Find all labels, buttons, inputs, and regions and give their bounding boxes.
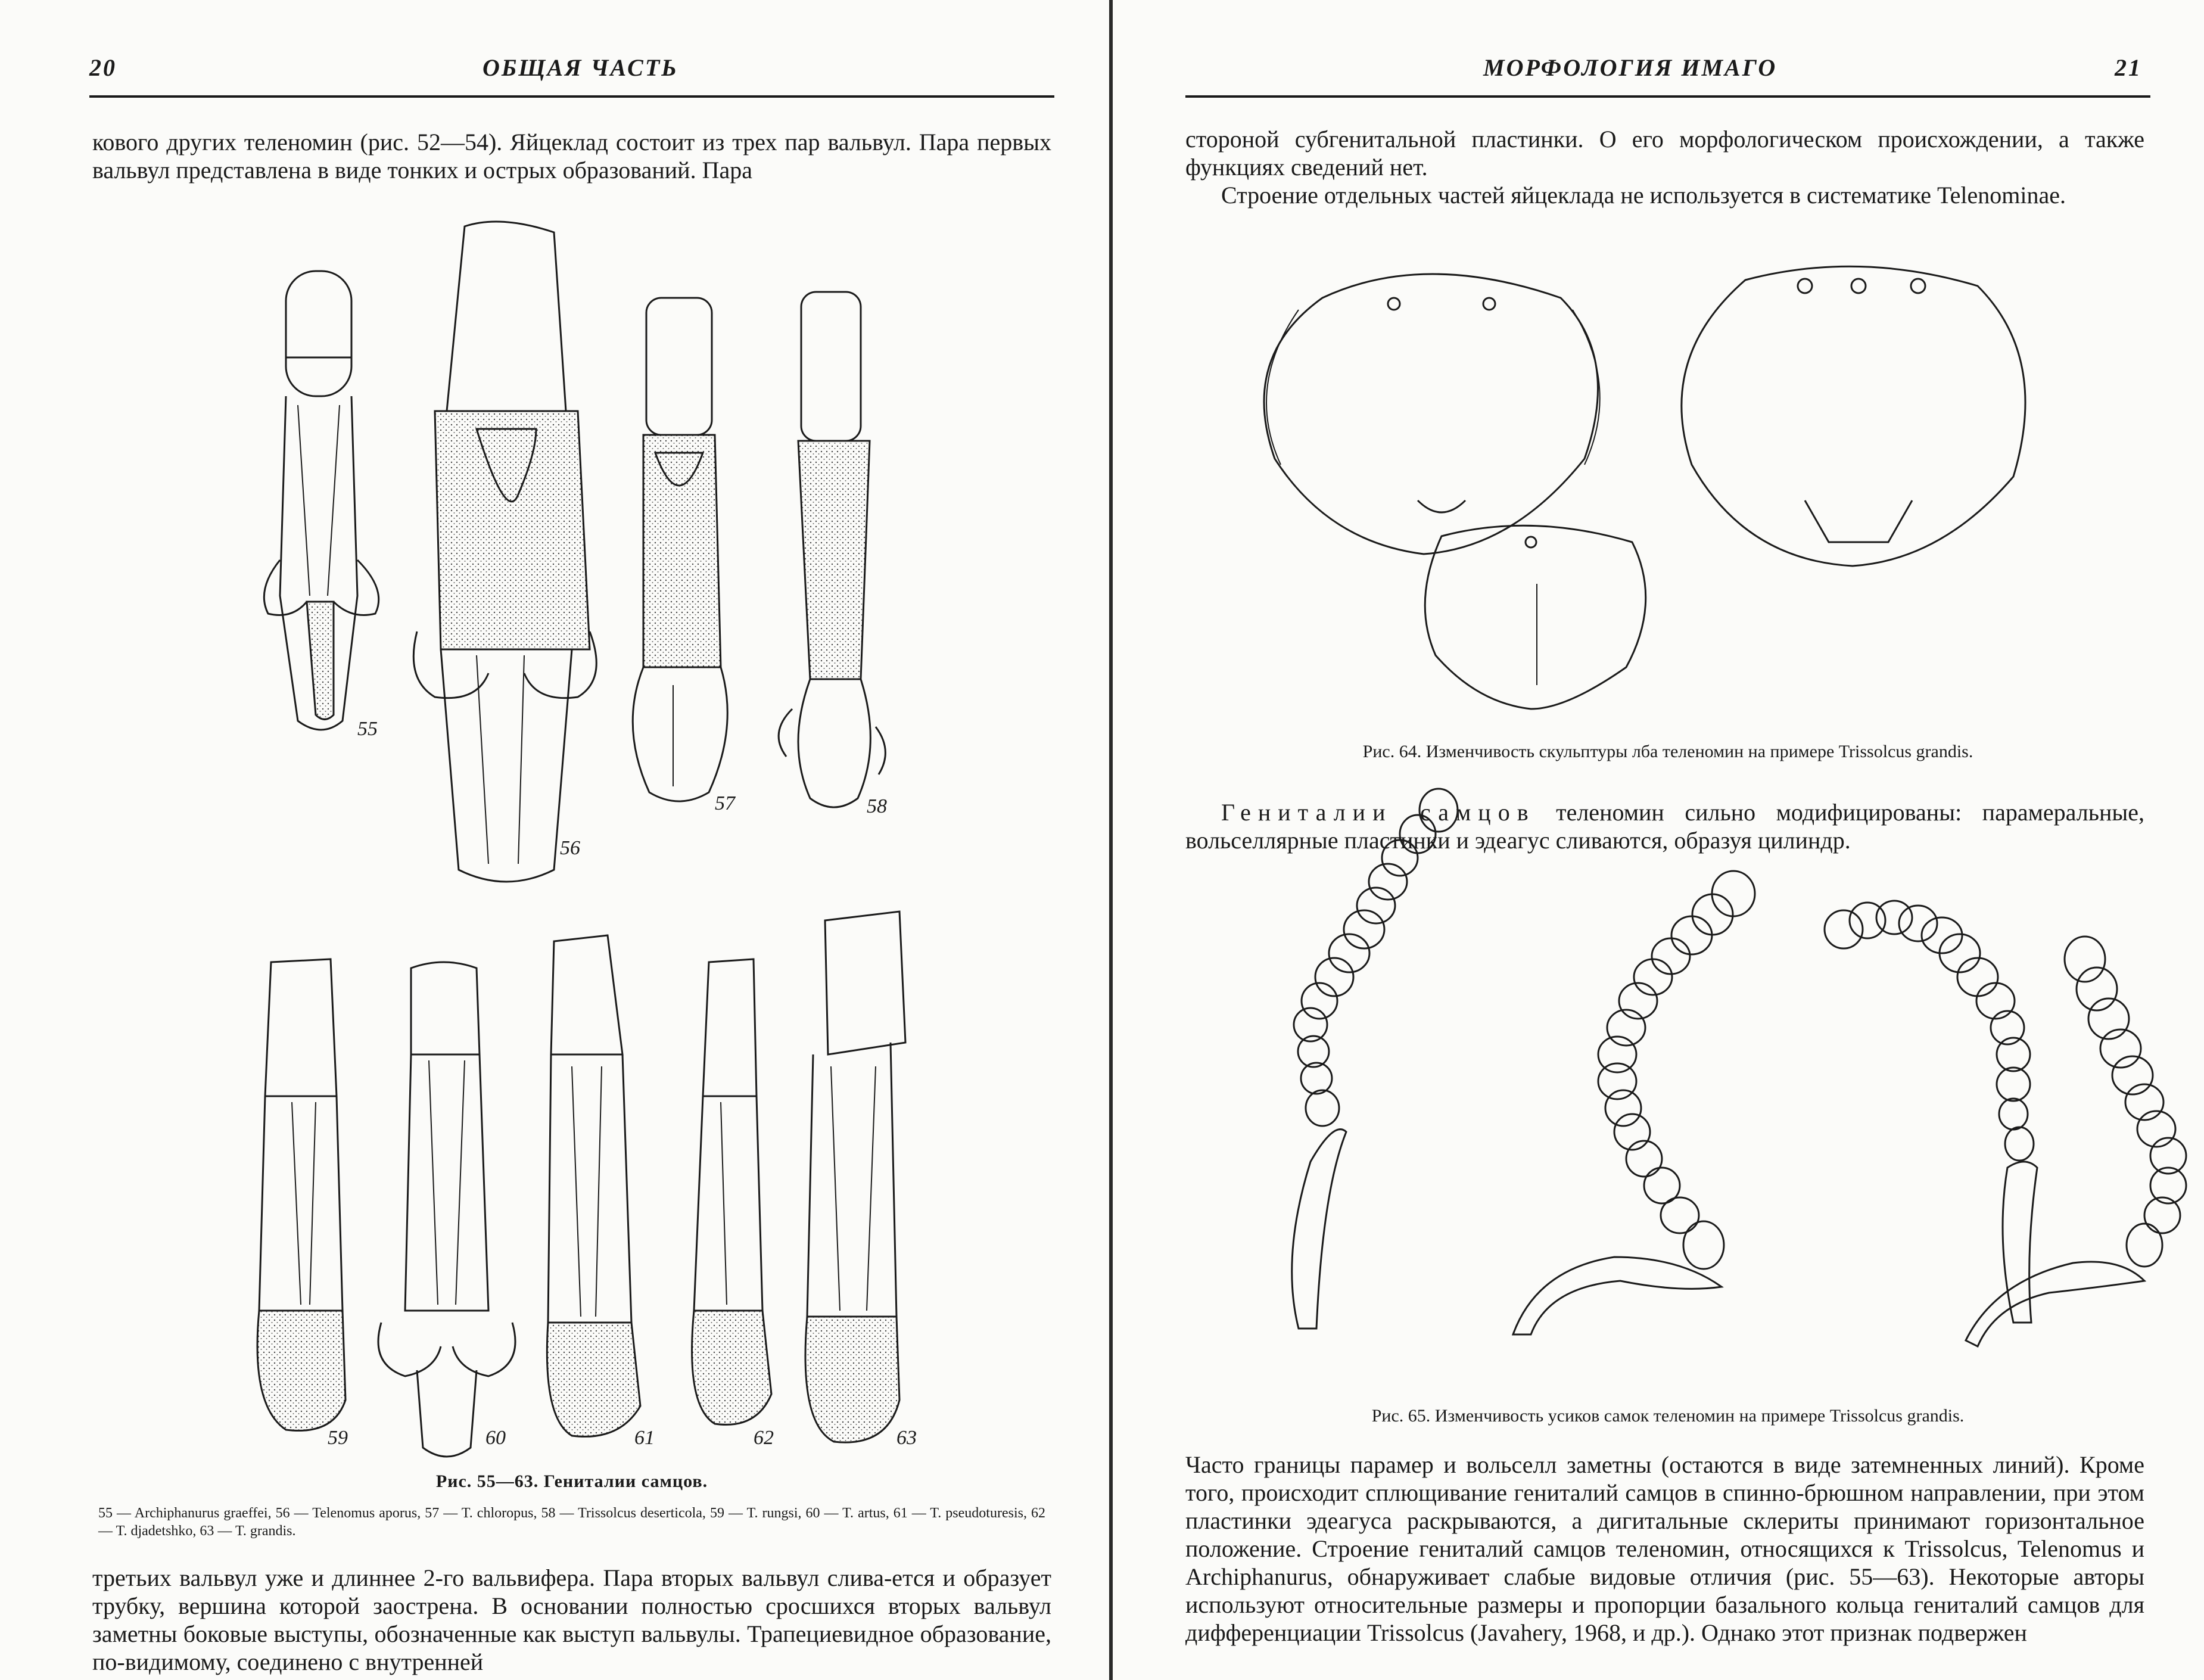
antenna-4-flagellum (2065, 937, 2186, 1267)
fig-num-60: 60 (485, 1427, 506, 1449)
left-running-title: ОБЩАЯ ЧАСТЬ (482, 54, 678, 81)
right-running-title: МОРФОЛОГИЯ ИМАГО (1483, 54, 1777, 81)
antenna-segment (1344, 910, 1384, 948)
antenna-segment (1369, 864, 1407, 900)
figure-61-drawing (547, 935, 640, 1436)
figure-63-drawing (805, 911, 905, 1442)
left-page-number: 20 (89, 54, 117, 81)
antenna-segment (1598, 1037, 1636, 1072)
antenna-2-flagellum (1598, 871, 1755, 1269)
caption-55-63-legend: 55 — Archiphanurus graeffei, 56 — Telenomus aporus, 57 — T. chloropus, 58 — Trissolcus deserticola, 59 — T. rungsi, 60 — T. artus, 61 — T. pseudoturesis, 62 — T. djadetshko, 63 — T. grandis. (98, 1505, 1045, 1539)
left-paragraph-top: кового других теленомин (рис. 52—54). Яйцеклад состоит из трех пар вальвул. Пара первых вальвул представлена в виде тонких и острых образований. Пара (92, 129, 1051, 183)
antenna-segment (1825, 910, 1863, 948)
right-page-number: 21 (2115, 54, 2142, 81)
figures-59-63 (0, 0, 1102, 1489)
antenna-segment (1400, 815, 1436, 853)
figure-62-drawing (692, 959, 771, 1424)
antenna-segment (2005, 1127, 2034, 1161)
fig-num-61: 61 (634, 1427, 655, 1449)
antenna-segment (1712, 871, 1755, 916)
antenna-segment (1997, 1068, 2030, 1101)
caption-55-63-title: Рис. 55—63. Гениталии самцов. (435, 1471, 708, 1491)
caption-65: Рис. 65. Изменчивость усиков самок теленомин на примере Trissolcus grandis. (1371, 1406, 1965, 1426)
caption-64: Рис. 64. Изменчивость скульптуры лба теленомин на примере Trissolcus grandis. (1362, 742, 1973, 761)
antenna-4-scape (1966, 1262, 2144, 1346)
antenna-segment (1382, 840, 1418, 876)
fig-num-59: 59 (328, 1427, 348, 1449)
antenna-segment (1683, 1221, 1724, 1269)
right-page (1120, 0, 2204, 1680)
left-paragraph-bottom: третьих вальвул уже и длиннее 2-го вальвифера. Пара вторых вальвул слива-ется и образует трубку, вершина которой заострена. В основании полностью сросшихся вторых вальвул заметны боковые выступы, обозначенные как выступ вальвулы. Трапециевидное образование, по-видимому, соединено с внутренней (92, 1564, 1051, 1675)
antenna-3-flagellum (1825, 901, 2034, 1161)
antenna-segment (1976, 983, 2015, 1019)
fig-num-58: 58 (867, 795, 887, 817)
fig-num-57: 57 (715, 792, 735, 814)
antenna-2-scape (1513, 1257, 1722, 1334)
antenna-segment (1644, 1168, 1680, 1203)
genitalia-heading: Гениталии самцов (1221, 799, 1536, 826)
antenna-1-flagellum (1294, 789, 1458, 1126)
figure-65-drawing (1120, 0, 2204, 1406)
right-paragraph-mid: Гениталии самцов теленомин сильно модифицированы: парамеральные, вольселлярные пластинки и эдеагус сливаются, образуя цилиндр. (1185, 799, 2145, 854)
antenna-segment (1999, 1099, 2028, 1130)
antenna-segment (2077, 967, 2117, 1010)
figure-59-drawing (257, 959, 345, 1430)
antenna-segment (1419, 789, 1458, 832)
antenna-segment (2065, 937, 2105, 982)
antenna-segment (1899, 906, 1937, 941)
antenna-segment (1357, 888, 1395, 923)
fig-num-56: 56 (560, 837, 580, 859)
antenna-segment (1306, 1090, 1339, 1126)
antenna-segment (1598, 1063, 1636, 1099)
antenna-segment (2127, 1224, 2162, 1267)
antenna-segment (1876, 901, 1912, 934)
antenna-1-scape (1292, 1130, 1346, 1329)
fig-num-63: 63 (896, 1427, 917, 1449)
fig-num-55: 55 (357, 718, 378, 740)
antenna-segment (1850, 903, 1885, 938)
right-paragraph-top: стороной субгенитальной пластинки. О его морфологическом происхождении, а также функциях сведений нет. Строение отдельных частей яйцеклада не используется в систематике Telenominae. (1185, 126, 2144, 209)
caption-55-63 (89, 1471, 1054, 1492)
fig-num-62: 62 (754, 1427, 774, 1449)
antenna-segment (1605, 1090, 1641, 1126)
figure-60-drawing (378, 962, 515, 1457)
right-paragraph-bottom: Часто границы парамер и вольселл заметны (остаются в виде затемненных линий). Кроме того, происходит сплющивание гениталий самцов в спинно-брюшном направлении, при этом пластинки эдеагуса раскрываются, а дигитальные склериты принимают горизонтальное положение. Строение гениталий самцов теленомин, относящихся к Trissolcus, Telenomus и Archiphanurus, обнаруживает слабые видовые отличия (рис. 55—63). Некоторые авторы используют относительные размеры и пропорции базального кольца гениталий самцов для дифференциации Trissolcus (Javahery, 1968, и др.). Однако этот признак подвержен (1185, 1451, 2144, 1646)
antenna-segment (1671, 916, 1712, 954)
page-gutter (1109, 0, 1113, 1680)
